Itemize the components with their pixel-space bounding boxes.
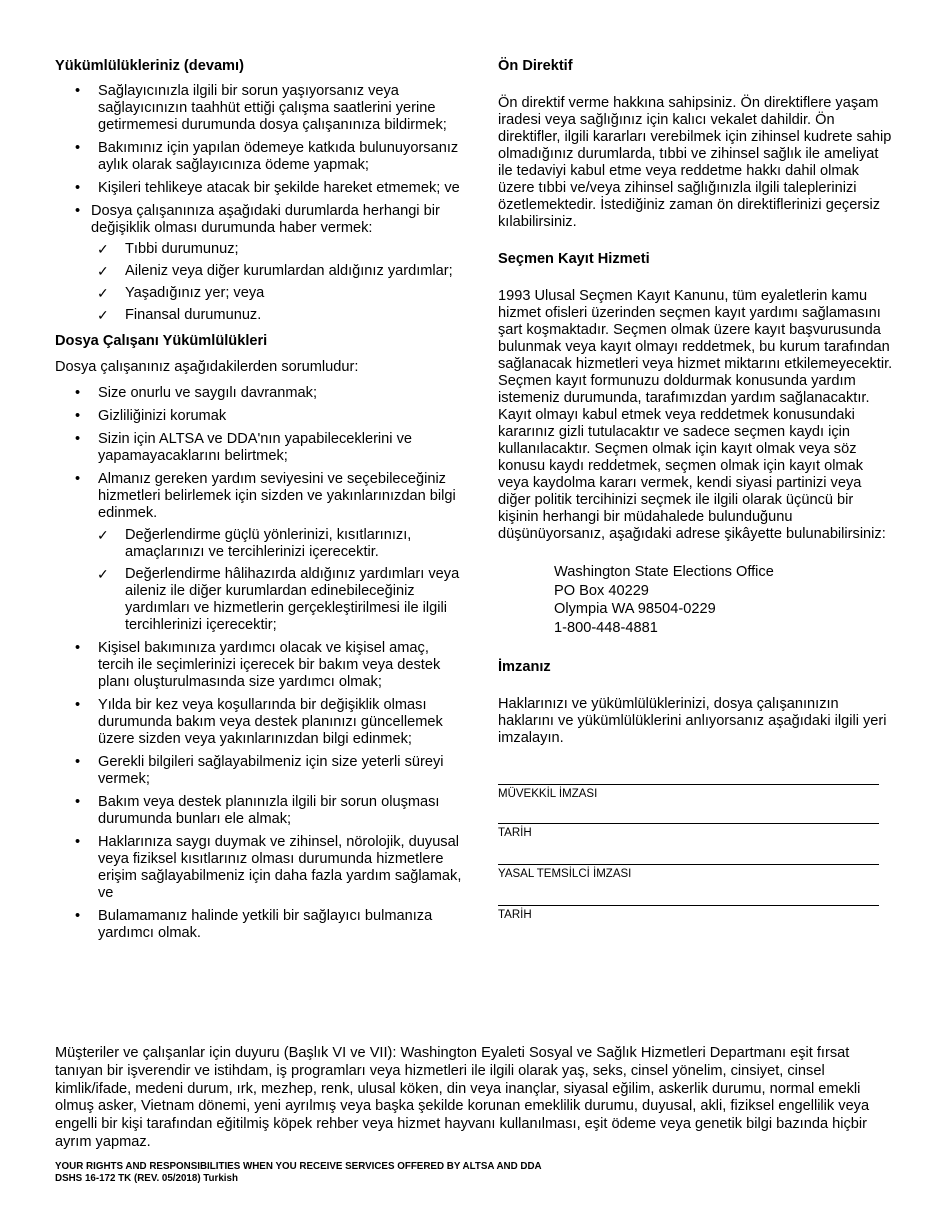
footer-title: YOUR RIGHTS AND RESPONSIBILITIES WHEN YOU RECEIVE SERVICES OFFERED BY ALTSA AND DDA (55, 1161, 542, 1172)
address-phone: 1-800-448-4881 (554, 619, 658, 636)
representative-date-label: TARİH (498, 909, 532, 922)
client-date-line[interactable] (498, 823, 879, 824)
list-item: • Sağlayıcınızla ilgili bir sorun yaşıyorsanız veya sağlayıcınızın taahhüt ettiği çalışma saatlerini yerine getirmemesi durumunda dosya çalışanınıza bildirmek; (55, 83, 467, 134)
client-signature-line[interactable] (498, 784, 879, 785)
list-item: • Haklarınıza saygı duymak ve zihinsel, nörolojik, duyusal veya fiziksel kısıtlarınız olması durumunda hizmetlere erişim sağlayabilmeniz için daha fazla yardım sağlamak, ve (55, 834, 467, 902)
list-item: • Kişileri tehlikeye atacak bir şekilde hareket etmemek; ve (55, 180, 467, 197)
list-item: • Bakım veya destek planınızla ilgili bir sorun oluşması durumunda bunları ele almak; (55, 794, 467, 828)
signature-block (498, 784, 879, 922)
left-column (55, 58, 467, 942)
list-item: • Almanız gereken yardım seviyesini ve seçebileceğiniz hizmetleri belirlemek için sizden ve yakınlarınızdan bilgi edinmek. (55, 471, 467, 522)
case-worker-list-continued (55, 640, 467, 942)
list-item: • Yılda bir kez veya koşullarında bir değişiklik olması durumunda bakım veya destek planınızı güncellemek üzere sizden veya yakınlarınızdan bilgi edinmek; (55, 697, 467, 748)
advance-directive-text: Ön direktif verme hakkına sahipsiniz. Ön direktiflere yaşam iradesi veya sağlığınız için kalıcı vekalet dahildir. Ön direktifler, ilgili kararları verebilmek için zihinsel kudrete sahip olmadığınız durumlarda, tıbbi ve zihinsel sağlık ile ameliyat ile tedaviyi kabul etme veya reddetme hakkı dahil olmak üzere tıbbi ve/veya zihinsel sağlığınızla ilgili taleplerinizi özetlemektedir. İstediğiniz zaman ön direktiflerinizi geçersiz kılabilirsiniz. (498, 95, 892, 230)
section-title-responsibilities-continued: Yükümlülükleriniz (devamı) (55, 58, 244, 74)
elections-office-address (554, 563, 896, 637)
right-column (498, 58, 896, 922)
representative-date-line[interactable] (498, 905, 879, 906)
list-item-text: Dosya çalışanınıza aşağıdaki durumlarda herhangi bir değişiklik olması durumunda haber vermek: (91, 203, 440, 236)
client-signature-label: MÜVEKKİL İMZASI (498, 788, 598, 801)
list-item: • Gizliliğinizi korumak (55, 408, 467, 425)
footer-form-number: DSHS 16-172 TK (REV. 05/2018) Turkish (55, 1173, 238, 1184)
check-item: ✓ Değerlendirme güçlü yönlerinizi, kısıtlarınızı, amaçlarınızı ve tercihlerinizi içerecektir. (55, 527, 467, 561)
address-line: PO Box 40229 (554, 582, 649, 599)
nondiscrimination-notice: Müşteriler ve çalışanlar için duyuru (Başlık VI ve VII): Washington Eyaleti Sosyal ve Sağlık Hizmetleri Departmanı eşit fırsat tanıyan bir işverendir ve istihdam, iş programları veya hizmetleri ile ilgili olarak yaş, seks, cinsel yönelim, cinsiyet, cinsel kimlik/ifade, medeni durum, ırk, mezhep, renk, ulusal köken, din veya inançlar, siyasal eğilim, askerlik durumu, normal emekli olmuş asker, Vietnam dönemi, yeni ayrılmış veya başka şekilde korunan emeklilik durumu, duyusal, akli, fiziksel engellilik veya engelli bir kişi tarafından eğitilmiş köpek rehber veya hizmet hayvanı kullanılması, eşit ödeme veya genetik bilgi bazında hiçbir ayrım yapmaz. (55, 1045, 870, 1150)
list-item: • Sizin için ALTSA ve DDA'nın yapabileceklerini ve yapamayacaklarını belirtmek; (55, 431, 467, 465)
list-item: • Bulamamanız halinde yetkili bir sağlayıcı bulmanıza yardımcı olmak. (55, 908, 467, 942)
form-footer (55, 1161, 542, 1185)
signature-instructions: Haklarınızı ve yükümlülüklerinizi, dosya çalışanınızın haklarını ve yükümlülüklerini anlıyorsanız aşağıdaki ilgili yeri imzalayın. (498, 696, 887, 747)
list-item: • Gerekli bilgileri sağlayabilmeniz için size yeterli süreyi vermek; (55, 754, 467, 788)
section-intro: Dosya çalışanınız aşağıdakilerden sorumludur: (55, 359, 359, 375)
address-line: Washington State Elections Office (554, 564, 774, 580)
responsibilities-list (55, 83, 467, 237)
section-title-voter-registration: Seçmen Kayıt Hizmeti (498, 251, 650, 267)
client-date-label: TARİH (498, 827, 532, 840)
check-item: ✓ Tıbbi durumunuz; (55, 241, 467, 258)
section-title-signature: İmzanız (498, 659, 551, 676)
list-item (55, 203, 467, 237)
representative-signature-label: YASAL TEMSİLCİ İMZASI (498, 868, 632, 881)
check-item: ✓ Finansal durumunuz. (55, 307, 467, 324)
list-item: • Size onurlu ve saygılı davranmak; (55, 385, 467, 402)
section-title-case-worker: Dosya Çalışanı Yükümlülükleri (55, 333, 268, 349)
change-checklist (55, 241, 467, 324)
representative-signature-line[interactable] (498, 864, 879, 865)
voter-registration-text: 1993 Ulusal Seçmen Kayıt Kanunu, tüm eyaletlerin kamu hizmet ofisleri üzerinden seçmen kayıt yardımı sağlamasını şart koşmaktadır. Seçmen olmak üzere kayıt başvurusunda bulunmak veya kayıt olmayı reddetmek, bu kurum tarafından sağlanacak hizmetleri veya hizmet miktarını etkilemeyecektir. Seçmen kayıt formunuzu doldurmak konusunda yardım istemeniz durumunda, tarafımızdan yardım sağlanacaktır. Kayıt olmayı kabul etmek veya reddetmek konusundaki kararınız gizli tutulacaktır ve sadece seçmen kaydı için kullanılacaktır. Seçmen olmak için kayıt olmak veya söz konusu kaydı reddetmek, seçmen olmak için kayıt olmak veya kaydolma kararı vermek, kendi siyasi partinizi veya diğer politik tercihinizi seçmek ile ilgili olarak üçüncü bir kişinin herhangi bir müdahalede bulunduğunu düşünüyorsanız, aşağıdaki adrese şikâyette bulunabilirsiniz: (498, 288, 893, 542)
case-worker-list (55, 385, 467, 522)
address-line: Olympia WA 98504-0229 (554, 601, 716, 618)
section-title-advance-directive: Ön Direktif (498, 58, 573, 74)
check-item: ✓ Değerlendirme hâlihazırda aldığınız yardımları veya aileniz ile diğer kurumlardan edinebileceğiniz yardımları ve hizmetlerin gerçekleştirilmesi ile ilgili tercihlerinizi içerecektir; (55, 566, 467, 634)
check-item: ✓ Aileniz veya diğer kurumlardan aldığınız yardımlar; (55, 263, 467, 280)
check-item: ✓ Yaşadığınız yer; veya (55, 285, 467, 302)
list-item: • Bakımınız için yapılan ödemeye katkıda bulunuyorsanız aylık olarak sağlayıcınıza ödeme yapmak; (55, 140, 467, 174)
list-item: • Kişisel bakımınıza yardımcı olacak ve kişisel amaç, tercih ile seçimlerinizi içerecek bir bakım veya destek planı oluşturulmasında size yardımcı olmak; (55, 640, 467, 691)
assessment-checklist (55, 527, 467, 634)
